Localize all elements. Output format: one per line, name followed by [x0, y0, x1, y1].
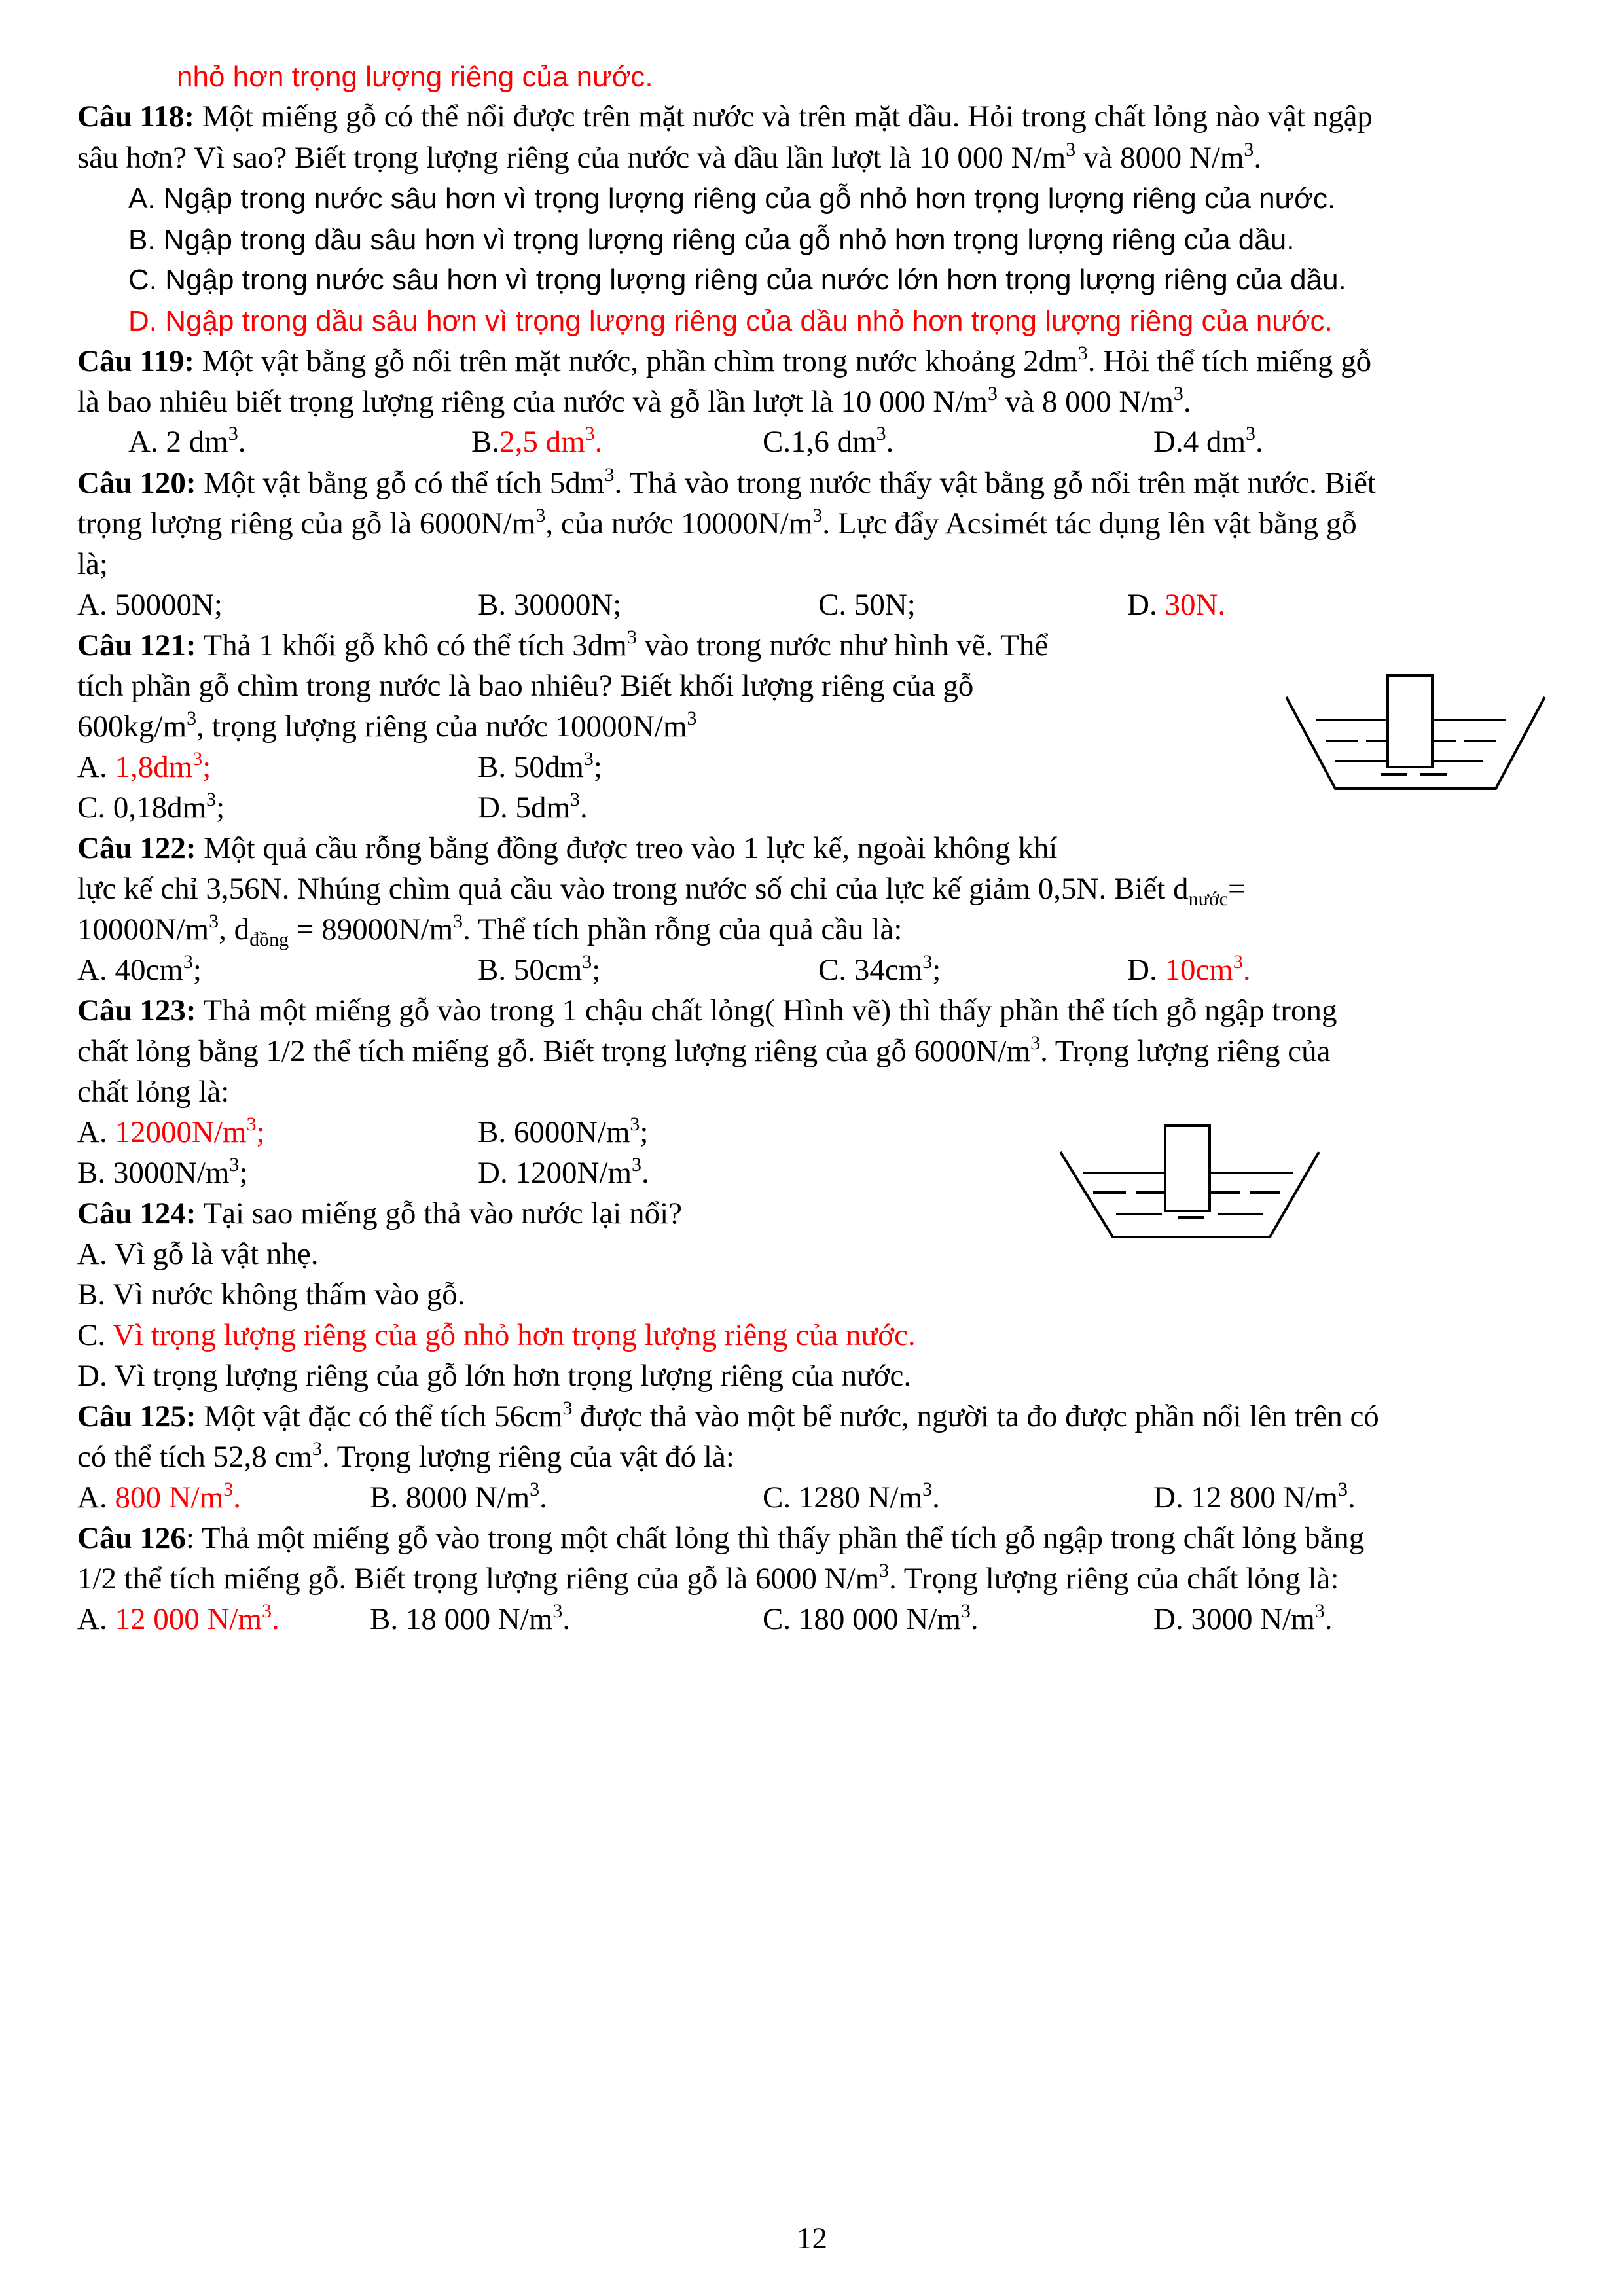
text-run: 3 — [1314, 1600, 1325, 1622]
text-run: 3 — [228, 423, 238, 444]
text-run: 3 — [1066, 139, 1076, 160]
text-run: đồng — [249, 929, 289, 950]
text-line — [77, 707, 697, 746]
text-line — [77, 1275, 465, 1314]
question-label: Câu 119: — [77, 344, 194, 378]
text-run: 3 — [312, 1438, 322, 1460]
text-line — [77, 626, 1048, 665]
question-label: Câu 122: — [77, 831, 196, 865]
text-run: , của nước 10000N/m — [545, 507, 813, 541]
text-line — [77, 463, 1376, 503]
text-line — [77, 1316, 916, 1355]
text-run: D. 1200N/m — [478, 1156, 632, 1190]
text-run: B. 18 000 N/m — [370, 1602, 553, 1636]
text-run: = — [1228, 872, 1246, 906]
text-run: 3 — [582, 951, 592, 973]
text-run: D. Vì trọng lượng riêng của gỗ lớn hơn trọng lượng riêng của nước. — [77, 1359, 912, 1393]
text-run: 3 — [585, 423, 595, 444]
text-run: ; — [592, 953, 601, 987]
page-number: 12 — [797, 2221, 827, 2255]
text-run: 3 — [687, 708, 697, 729]
text-run: 3 — [562, 1397, 573, 1419]
wood-block-in-basin-figure-123 — [1054, 1119, 1329, 1250]
text-run: 3 — [570, 789, 580, 810]
text-run: trọng lượng riêng của gỗ là 6000N/m — [77, 507, 536, 541]
text-run: 3 — [626, 626, 637, 648]
text-run: ; — [216, 791, 225, 825]
text-run: D. 12 800 N/m — [1153, 1480, 1338, 1515]
text-run: . — [1183, 385, 1191, 419]
text-line — [128, 220, 1294, 260]
text-run: . Trọng lượng riêng của chất lỏng là: — [889, 1562, 1339, 1596]
text-run: ; — [640, 1115, 649, 1149]
text-run: . — [886, 425, 894, 459]
text-run: ; — [239, 1156, 248, 1190]
text-run: 3 — [183, 951, 193, 973]
text-line — [77, 788, 225, 827]
text-run: Thả một miếng gỗ vào trong 1 chậu chất lỏng( Hình vẽ) thì thấy phần thể tích gỗ ngập trong — [196, 994, 1337, 1028]
text-line — [128, 422, 246, 461]
text-line — [77, 504, 1357, 543]
text-run: . — [970, 1602, 979, 1636]
text-run: 3 — [960, 1600, 971, 1622]
text-run: . Thả vào trong nước thấy vật bằng gỗ nổi trên mặt nước. Biết — [614, 466, 1376, 500]
text-run: Thả 1 khối gỗ khô có thể tích 3dm — [196, 628, 627, 662]
text-run: . — [1324, 1602, 1333, 1636]
text-line — [1127, 585, 1225, 624]
text-run: Tại sao miếng gỗ thả vào nước lại nổi? — [196, 1196, 683, 1230]
text-run: . — [580, 791, 588, 825]
text-run: vào trong nước như hình vẽ. Thể — [636, 628, 1049, 662]
text-run: 2,5 dm — [499, 425, 585, 459]
text-run: = 89000N/m — [289, 912, 454, 946]
text-line — [763, 422, 893, 461]
text-line — [478, 747, 602, 787]
text-line — [818, 585, 916, 624]
text-line — [77, 1153, 247, 1193]
text-run: 3 — [583, 748, 594, 770]
text-run: ; — [593, 750, 602, 784]
text-run: . Lực đẩy Acsimét tác dụng lên vật bằng gỗ — [822, 507, 1357, 541]
text-run: D. — [1127, 588, 1165, 622]
text-run: 3 — [530, 1479, 540, 1500]
text-run: B. 6000N/m — [478, 1115, 630, 1149]
text-run: , trọng lượng riêng của nước 10000N/m — [196, 709, 687, 744]
text-run: chất lỏng bằng 1/2 thể tích miếng gỗ. Biết trọng lượng riêng của gỗ 6000N/m — [77, 1034, 1031, 1068]
text-line — [77, 910, 902, 949]
text-line — [77, 1194, 682, 1233]
text-run: . — [238, 425, 246, 459]
text-run: . — [932, 1480, 940, 1515]
text-line — [128, 260, 1346, 300]
text-run: . — [1255, 425, 1263, 459]
text-run: 3 — [812, 505, 823, 526]
text-line — [77, 1518, 1364, 1558]
text-line — [77, 829, 1057, 868]
question-label: Câu 125: — [77, 1399, 196, 1433]
text-line — [77, 869, 1246, 908]
text-run: B. 3000N/m — [77, 1156, 230, 1190]
text-run: D. 5dm — [478, 791, 570, 825]
text-line — [77, 1559, 1339, 1598]
text-run: 3 — [630, 1113, 640, 1135]
text-run: 12000N/m — [115, 1115, 247, 1149]
text-run: C. Ngập trong nước sâu hơn vì trọng lượng riêng của nước lớn hơn trọng lượng riêng của dầu. — [128, 264, 1346, 296]
text-run: là; — [77, 547, 108, 581]
text-run: 3 — [922, 1479, 933, 1500]
text-run: 3 — [1077, 342, 1088, 364]
text-run: lực kế chỉ 3,56N. Nhúng chìm quả cầu vào trong nước số chỉ của lực kế giảm 0,5N. Biết d — [77, 872, 1189, 906]
text-run: A. Vì gỗ là vật nhẹ. — [77, 1237, 319, 1271]
text-run: : Thả một miếng gỗ vào trong một chất lỏng thì thấy phần thể tích gỗ ngập trong chất lỏng bằng — [185, 1521, 1365, 1555]
text-run: 30N. — [1164, 588, 1226, 622]
text-line — [478, 1113, 648, 1152]
text-run: A. 40cm — [77, 953, 183, 987]
text-run: 3 — [223, 1479, 234, 1500]
text-run: 3 — [879, 1560, 890, 1581]
text-line — [77, 1437, 734, 1477]
text-run: 3 — [876, 423, 886, 444]
text-run: ; — [192, 953, 202, 987]
text-run: 1/2 thể tích miếng gỗ. Biết trọng lượng riêng của gỗ là 6000 N/m — [77, 1562, 880, 1596]
text-run: A. Ngập trong nước sâu hơn vì trọng lượng riêng của gỗ nhỏ hơn trọng lượng riêng của nước. — [128, 183, 1336, 215]
text-run: 3 — [552, 1600, 563, 1622]
text-run: , d — [219, 912, 250, 946]
text-run: B. 8000 N/m — [370, 1480, 530, 1515]
text-line — [478, 1153, 649, 1193]
text-line — [77, 342, 1371, 381]
text-run: ; — [932, 953, 941, 987]
text-run: 3 — [229, 1154, 240, 1175]
text-line — [77, 545, 108, 584]
text-run: 3 — [209, 910, 219, 932]
text-line — [763, 1478, 940, 1517]
text-run: 3 — [987, 383, 998, 404]
text-run: C. — [77, 1318, 113, 1352]
text-run: . — [1348, 1480, 1356, 1515]
text-run: sâu hơn? Vì sao? Biết trọng lượng riêng của nước và dầu lần lượt là 10 000 N/m — [77, 141, 1066, 175]
text-line — [1153, 422, 1263, 461]
text-run: . Trọng lượng riêng của vật đó là: — [321, 1440, 734, 1474]
text-line — [77, 1072, 229, 1111]
text-run: là bao nhiêu biết trọng lượng riêng của nước và gỗ lần lượt là 10 000 N/m — [77, 385, 988, 419]
text-run: B. Vì nước không thấm vào gỗ. — [77, 1278, 465, 1312]
text-line — [77, 1478, 241, 1517]
text-run: 3 — [604, 464, 615, 486]
text-line — [77, 1234, 319, 1274]
text-run: 3 — [1246, 423, 1255, 444]
text-line — [77, 666, 973, 706]
text-line — [77, 382, 1191, 422]
text-run: . — [233, 1480, 242, 1515]
text-run: C. 0,18dm — [77, 791, 207, 825]
text-line — [77, 1356, 911, 1395]
text-line — [77, 747, 211, 787]
text-run: 3 — [1030, 1032, 1041, 1054]
text-run: 3 — [632, 1154, 641, 1175]
text-run: Một miếng gỗ có thể nổi được trên mặt nước và trên mặt dầu. Hỏi trong chất lỏng nào vật ngập — [194, 99, 1373, 134]
text-run: Một vật bằng gỗ nổi trên mặt nước, phần chìm trong nước khoảng 2dm — [194, 344, 1078, 378]
text-line — [478, 585, 621, 624]
text-run: D. 3000 N/m — [1153, 1602, 1315, 1636]
text-run: . — [272, 1602, 280, 1636]
text-run: có thể tích 52,8 cm — [77, 1440, 312, 1474]
text-run: 3 — [535, 505, 546, 526]
text-run: . — [1254, 141, 1262, 175]
text-run: 3 — [187, 708, 197, 729]
text-line — [77, 585, 223, 624]
text-run: chất lỏng là: — [77, 1075, 230, 1109]
text-run: được thả vào một bể nước, người ta đo được phần nổi lên trên có — [572, 1399, 1379, 1433]
text-line — [471, 422, 602, 461]
text-run: . Thể tích phần rỗng của quả cầu là: — [463, 912, 903, 946]
question-label: Câu 124: — [77, 1196, 196, 1230]
text-run: 3 — [453, 910, 463, 932]
text-run: Một quả cầu rỗng bằng đồng được treo vào 1 lực kế, ngoài không khí — [196, 831, 1058, 865]
text-run: . — [594, 425, 603, 459]
wood-block-in-basin-figure-121 — [1280, 668, 1555, 812]
text-run: D. — [1127, 953, 1165, 987]
text-run: 3 — [922, 951, 933, 973]
text-line — [77, 138, 1261, 177]
text-run: 3 — [246, 1113, 257, 1135]
text-run: A. 2 dm — [128, 425, 228, 459]
text-line — [370, 1478, 547, 1517]
text-run: B. — [471, 425, 500, 459]
text-line — [77, 97, 1373, 136]
text-run: 1,8dm — [115, 750, 193, 784]
text-line — [77, 1600, 280, 1639]
text-run: D. Ngập trong dầu sâu hơn vì trọng lượng riêng của dầu nhỏ hơn trọng lượng riêng của nước. — [128, 305, 1333, 337]
text-line — [177, 57, 653, 97]
text-run: 3 — [1244, 139, 1254, 160]
text-run: 3 — [1233, 951, 1243, 973]
text-line — [1153, 1478, 1356, 1517]
question-label: Câu 123: — [77, 994, 196, 1028]
question-label: Câu 120: — [77, 466, 196, 500]
text-run: C. 1280 N/m — [763, 1480, 923, 1515]
text-run: 3 — [192, 748, 203, 770]
text-line — [77, 991, 1337, 1030]
text-run: C. 50N; — [818, 588, 916, 622]
text-run: 3 — [206, 789, 217, 810]
text-run: Một vật đặc có thể tích 56cm — [196, 1399, 563, 1433]
text-run: 10cm — [1164, 953, 1233, 987]
text-run: 3 — [262, 1600, 272, 1622]
text-run: và 8000 N/m — [1075, 141, 1244, 175]
text-run: B. 50dm — [478, 750, 584, 784]
text-run: 10000N/m — [77, 912, 209, 946]
question-label: Câu 126 — [77, 1521, 186, 1555]
text-run: B. 30000N; — [478, 588, 622, 622]
text-run: và 8 000 N/m — [997, 385, 1174, 419]
text-line — [818, 950, 941, 990]
text-line — [478, 788, 588, 827]
text-run: C. 34cm — [818, 953, 923, 987]
text-run: nước — [1188, 888, 1229, 910]
text-run: 600kg/m — [77, 709, 187, 744]
text-run: nhỏ hơn trọng lượng riêng của nước. — [177, 61, 653, 93]
text-run: . Hỏi thể tích miếng gỗ — [1087, 344, 1372, 378]
text-line — [77, 1031, 1330, 1071]
text-run: . Trọng lượng riêng của — [1040, 1034, 1331, 1068]
text-run: Một vật bằng gỗ có thể tích 5dm — [196, 466, 605, 500]
text-run: D.4 dm — [1153, 425, 1246, 459]
text-run: C. 180 000 N/m — [763, 1602, 961, 1636]
text-line — [370, 1600, 570, 1639]
text-line — [478, 950, 600, 990]
text-run: C.1,6 dm — [763, 425, 876, 459]
text-run: A. — [77, 750, 115, 784]
text-run: . — [539, 1480, 547, 1515]
text-line — [1153, 1600, 1333, 1639]
text-run: 3 — [1173, 383, 1183, 404]
text-run: A. — [77, 1480, 115, 1515]
text-line — [763, 1600, 979, 1639]
text-line — [77, 1397, 1379, 1436]
text-run: ; — [202, 750, 211, 784]
text-line — [77, 1113, 265, 1152]
text-run: . — [641, 1156, 649, 1190]
text-run: A. 50000N; — [77, 588, 223, 622]
text-line — [128, 179, 1335, 219]
text-run: 3 — [1338, 1479, 1348, 1500]
text-run: 800 N/m — [115, 1480, 224, 1515]
text-line — [128, 301, 1333, 341]
text-line — [77, 950, 202, 990]
question-label: Câu 121: — [77, 628, 196, 662]
text-run: 12 000 N/m — [115, 1602, 262, 1636]
text-line — [1127, 950, 1251, 990]
text-run: tích phần gỗ chìm trong nước là bao nhiêu? Biết khối lượng riêng của gỗ — [77, 669, 974, 703]
text-run: ; — [256, 1115, 265, 1149]
text-run: A. — [77, 1602, 115, 1636]
question-label: Câu 118: — [77, 99, 194, 134]
text-run: . — [562, 1602, 571, 1636]
text-run: . — [1242, 953, 1251, 987]
text-run: Vì trọng lượng riêng của gỗ nhỏ hơn trọng lượng riêng của nước. — [113, 1318, 916, 1352]
text-run: B. Ngập trong dầu sâu hơn vì trọng lượng riêng của gỗ nhỏ hơn trọng lượng riêng của dầu. — [128, 224, 1295, 256]
text-run: B. 50cm — [478, 953, 583, 987]
text-run: A. — [77, 1115, 115, 1149]
